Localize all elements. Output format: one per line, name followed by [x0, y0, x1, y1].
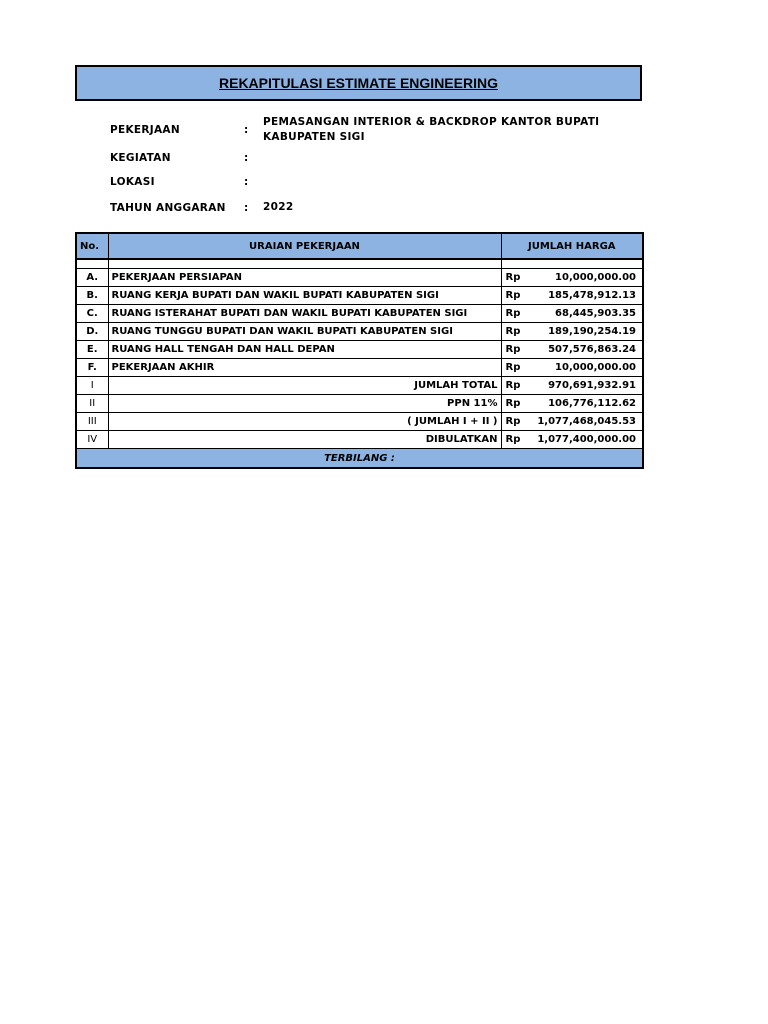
row-no: E.	[76, 341, 108, 359]
row-uraian: RUANG KERJA BUPATI DAN WAKIL BUPATI KABUPATEN SIGI	[108, 287, 501, 305]
grand-total-label: ( JUMLAH I + II )	[108, 413, 501, 431]
total-currency: Rp	[501, 377, 531, 395]
row-currency: Rp	[501, 323, 531, 341]
grand-total-currency: Rp	[501, 413, 531, 431]
rekap-table	[75, 232, 644, 469]
info-label-tahun-anggaran: TAHUN ANGGARAN	[110, 202, 226, 214]
table-row	[76, 305, 643, 323]
table-row	[76, 287, 643, 305]
rounded-row	[76, 431, 643, 449]
table-row	[76, 323, 643, 341]
table-row	[76, 359, 643, 377]
table-row	[76, 341, 643, 359]
info-colon-pekerjaan: :	[244, 124, 249, 136]
row-amount: 507,576,863.24	[531, 341, 643, 359]
row-no: A.	[76, 269, 108, 287]
table-row	[76, 269, 643, 287]
row-currency: Rp	[501, 269, 531, 287]
row-currency: Rp	[501, 341, 531, 359]
row-uraian: PEKERJAAN AKHIR	[108, 359, 501, 377]
ppn-currency: Rp	[501, 395, 531, 413]
row-currency: Rp	[501, 305, 531, 323]
row-currency: Rp	[501, 287, 531, 305]
row-uraian: RUANG TUNGGU BUPATI DAN WAKIL BUPATI KABUPATEN SIGI	[108, 323, 501, 341]
terbilang-label: TERBILANG :	[76, 449, 643, 469]
row-uraian: RUANG HALL TENGAH DAN HALL DEPAN	[108, 341, 501, 359]
total-no: I	[76, 377, 108, 395]
terbilang-row	[76, 449, 643, 469]
info-colon-kegiatan: :	[244, 152, 249, 164]
rounded-currency: Rp	[501, 431, 531, 449]
row-no: D.	[76, 323, 108, 341]
info-value-pekerjaan: PEMASANGAN INTERIOR & BACKDROP KANTOR BUPATI KABUPATEN SIGI	[263, 116, 600, 143]
info-colon-lokasi: :	[244, 176, 249, 188]
row-uraian: RUANG ISTERAHAT BUPATI DAN WAKIL BUPATI KABUPATEN SIGI	[108, 305, 501, 323]
info-colon-tahun-anggaran: :	[244, 202, 249, 214]
document-title: REKAPITULASI ESTIMATE ENGINEERING	[219, 75, 498, 91]
row-no: C.	[76, 305, 108, 323]
table-spacer-row	[76, 259, 643, 269]
table-header-row	[76, 233, 643, 259]
row-uraian: PEKERJAAN PERSIAPAN	[108, 269, 501, 287]
row-amount: 68,445,903.35	[531, 305, 643, 323]
total-label: JUMLAH TOTAL	[108, 377, 501, 395]
grand-total-row	[76, 413, 643, 431]
ppn-row	[76, 395, 643, 413]
info-label-pekerjaan: PEKERJAAN	[110, 124, 180, 136]
info-value-tahun-anggaran: 2022	[263, 201, 294, 213]
header-uraian: URAIAN PEKERJAAN	[108, 233, 501, 259]
ppn-no: II	[76, 395, 108, 413]
grand-total-no: III	[76, 413, 108, 431]
row-no: B.	[76, 287, 108, 305]
row-currency: Rp	[501, 359, 531, 377]
grand-total-amount: 1,077,468,045.53	[531, 413, 643, 431]
row-amount: 10,000,000.00	[531, 269, 643, 287]
row-amount: 10,000,000.00	[531, 359, 643, 377]
row-amount: 189,190,254.19	[531, 323, 643, 341]
header-jumlah: JUMLAH HARGA	[501, 233, 643, 259]
rounded-label: DIBULATKAN	[108, 431, 501, 449]
info-label-kegiatan: KEGIATAN	[110, 152, 171, 164]
rounded-no: IV	[76, 431, 108, 449]
header-no: No.	[76, 233, 108, 259]
total-amount: 970,691,932.91	[531, 377, 643, 395]
total-row	[76, 377, 643, 395]
document-title-bar	[75, 65, 642, 101]
ppn-amount: 106,776,112.62	[531, 395, 643, 413]
info-label-lokasi: LOKASI	[110, 176, 155, 188]
row-no: F.	[76, 359, 108, 377]
rounded-amount: 1,077,400,000.00	[531, 431, 643, 449]
ppn-label: PPN 11%	[108, 395, 501, 413]
row-amount: 185,478,912.13	[531, 287, 643, 305]
